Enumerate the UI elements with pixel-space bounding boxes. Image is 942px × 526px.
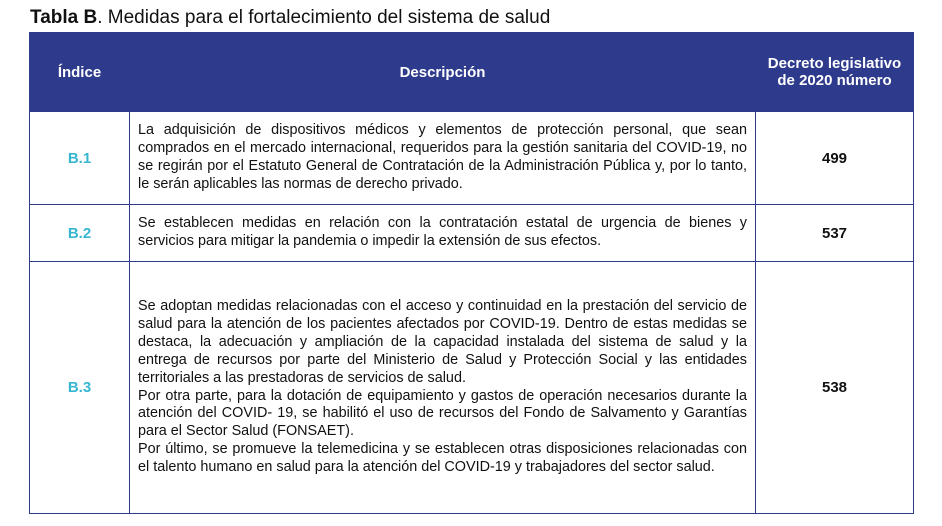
row-index: B.3 <box>30 262 130 514</box>
row-decree-number: 499 <box>756 112 914 205</box>
table-row <box>30 262 914 514</box>
description-paragraph: Se adoptan medidas relacionadas con el acceso y continuidad en la prestación del servicio de salud para la atención de los pacientes afectados por COVID-19. Dentro de estas medidas se destaca, la adecuación y ampliación de la capacidad instalada del sistema de salud y la entrega de recursos por parte del Ministerio de Salud y Protección Social y las entidades territoriales a las prestadoras de servicios de salud. <box>138 297 747 386</box>
table-row <box>30 205 914 262</box>
row-decree-number: 538 <box>756 262 914 514</box>
table-title <box>30 6 550 30</box>
table-header-row <box>30 33 914 112</box>
row-decree-number: 537 <box>756 205 914 262</box>
row-index: B.2 <box>30 205 130 262</box>
table-title-text: . Medidas para el fortalecimiento del sistema de salud <box>97 7 551 28</box>
row-description <box>130 205 756 262</box>
table-title-label: Tabla B <box>30 7 98 28</box>
row-description <box>130 262 756 514</box>
description-paragraph: La adquisición de dispositivos médicos y elementos de protección personal, que sean comprados en el mercado internacional, requeridos para la gestión sanitaria del COVID-19, no se regirán por el Estatuto General de Contratación de la Administración Pública y, por lo tanto, le serán aplicables las normas de derecho privado. <box>138 122 747 192</box>
table-row <box>30 112 914 205</box>
description-paragraph: Por último, se promueve la telemedicina y se establecen otras disposiciones relacionadas con el talento humano en salud para la atención del COVID-19 y trabajadores del sector salud. <box>138 441 747 476</box>
header-index: Índice <box>30 33 130 112</box>
description-paragraph: Por otra parte, para la dotación de equipamiento y gastos de operación necesarios durante la atención del COVID- 19, se habilitó el uso de recursos del Fondo de Salvamento y Garantías para el Sector Salud (FONSAET). <box>138 387 747 440</box>
description-paragraph: Se establecen medidas en relación con la contratación estatal de urgencia de bienes y servicios para mitigar la pandemia o impedir la extensión de sus efectos. <box>138 215 747 249</box>
row-description <box>130 112 756 205</box>
header-decree: Decreto legislativo de 2020 número <box>756 33 914 112</box>
header-description: Descripción <box>130 33 756 112</box>
row-index: B.1 <box>30 112 130 205</box>
measures-table <box>29 32 914 514</box>
